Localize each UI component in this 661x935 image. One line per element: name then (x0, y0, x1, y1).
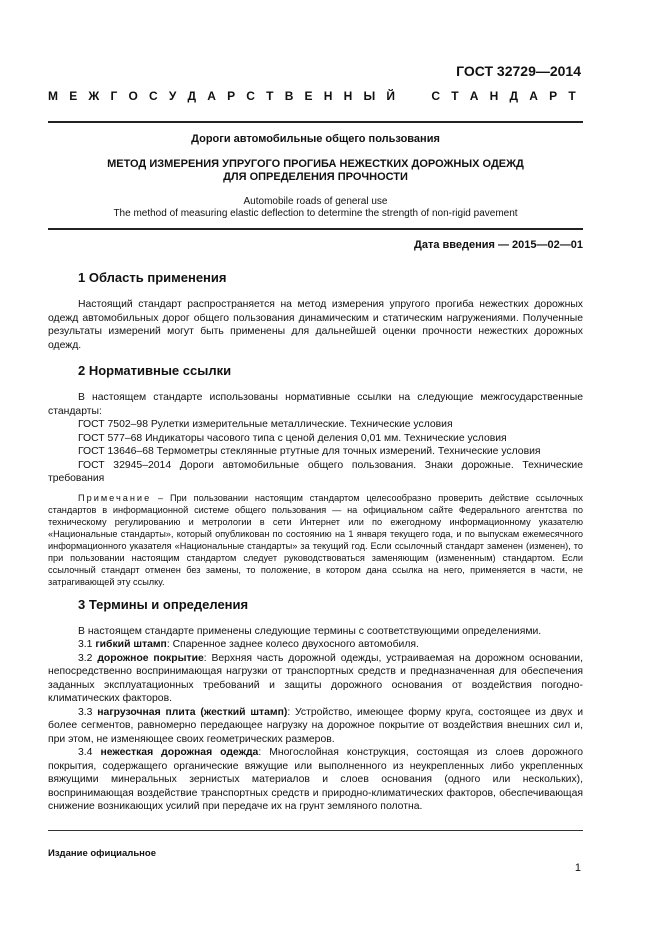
standard-type-letter: С (148, 89, 158, 103)
edition-label: Издание официальное (48, 848, 156, 859)
term-name: дорожное покрытие (97, 652, 204, 664)
standard-type-letter: А (469, 89, 479, 103)
standard-type-letter: Н (323, 89, 333, 103)
standard-type-letter: М (48, 89, 58, 103)
term-definition (48, 652, 583, 706)
term-number: 3.1 (78, 639, 93, 650)
document-title-line-2: ДЛЯ ОПРЕДЕЛЕНИЯ ПРОЧНОСТИ (223, 171, 408, 183)
standard-type-letter: Д (509, 89, 519, 103)
reference-item: ГОСТ 32945–2014 Дороги автомобильные общего пользования. Знаки дорожные. Технические требования (48, 459, 583, 484)
reference-item: ГОСТ 577–68 Индикаторы часового типа с ценой деления 0,01 мм. Технические условия (78, 432, 507, 444)
term-definition (48, 706, 583, 747)
term-text: : Верхняя часть дорожной одежды, устраиваемая на дорожном основании, непосредственно воспринимающая нагрузки от транспортных средств и предназначенная для обеспечения заданных эксплуатационных требований и защиты дорожного основания от воздействия погодно-климатических факторов. (48, 652, 583, 704)
reference-item: ГОСТ 13646–68 Термометры стеклянные ртутные для точных измерений. Технические условия (78, 446, 541, 457)
standard-type-letter: Е (69, 89, 78, 103)
reference-item: ГОСТ 7502–98 Рулетки измерительные металлические. Технические условия (78, 419, 453, 430)
section-3-intro: В настоящем стандарте применены следующие термины с соответствующими определениями. (78, 626, 542, 637)
term-definition (48, 638, 583, 652)
standard-type-letter: Р (227, 89, 236, 103)
standard-type-letter: О (128, 89, 138, 103)
term-number: 3.3 (78, 706, 93, 718)
title-divider (48, 228, 583, 230)
section-2-heading: 2 Нормативные ссылки (78, 363, 232, 378)
standard-type-letter: Е (304, 89, 313, 103)
standard-type-letter: Д (187, 89, 197, 103)
term-text: : Спаренное заднее колесо двухосного автомобиля. (166, 639, 419, 650)
standard-type-letter: С (431, 89, 441, 103)
standard-type-letter: Т (568, 89, 576, 103)
term-name: нагрузочная плита (жесткий штамп) (97, 706, 288, 718)
note-text: – При пользовании настоящим стандартом целесообразно проверить действие ссылочных стандартов в информационной системе общего пользования — на официальном сайте Федерального агентства по техническому регулированию и метрологии в сети Интернет или по ежегодному информационному указателю «Национальные стандарты», который опубликован по состоянию на 1 января текущего года, и по выпускам ежемесячного информационного указателя «Национальные стандарты» за текущий год. Если ссылочный стандарт заменен (изменен), то при пользовании настоящим стандартом следует руководствоваться заменяющим (измененным) стандартом. Если ссылочный стандарт отменен без замены, то положение, в котором дана ссылка на него, применяется в части, не затрагивающей эту ссылку. (48, 493, 583, 587)
standard-type-letter: Т (266, 89, 274, 103)
document-title (48, 158, 583, 184)
section-2-note (48, 492, 583, 588)
standard-type-letter: А (207, 89, 216, 103)
document-title-line-1: МЕТОД ИЗМЕРЕНИЯ УПРУГОГО ПРОГИБА НЕЖЕСТКИХ ДОРОЖНЫХ ОДЕЖД (107, 158, 524, 170)
section-1-text: Настоящий стандарт распространяется на метод измерения упругого прогиба нежестких дорожных одежд автомобильных дорог общего пользования динамическим и статическим нагружениями. Полученные результаты измерений могут быть применены для дальнейшей оценки прочности нежестких дорожных одежд. (48, 299, 583, 351)
standard-type-letter: Й (386, 89, 396, 103)
section-3-heading: 3 Термины и определения (78, 597, 249, 612)
standard-type-letter: А (529, 89, 538, 103)
standard-type-letter: У (168, 89, 177, 103)
document-subject: Дороги автомобильные общего пользования (191, 133, 440, 145)
term-name: нежесткая дорожная одежда (100, 747, 259, 758)
term-text: : Устройство, имеющее форму круга, состоящее из двух и более сегментов, равномерно передающее нагрузку на дорожное покрытие от воздействия внешних сил и, при этом, не изменяющее своих геометрических размеров. (48, 706, 584, 745)
standard-type-letter: Н (489, 89, 499, 103)
header-divider (48, 121, 583, 123)
term-text: : Многослойная конструкция, состоящая из слоев дорожного покрытия, содержащего органические вяжущие или выполненного из неукрепленных либо укрепленных вяжущими минеральных зернистых материалов и слоев основания (одного или нескольких), воспринимающая воздействие транспортных средств и природно-климатических факторов, обеспечивающая снижение возникающих усилий при передаче их на грунт земляного полотна. (48, 747, 584, 812)
section-1-heading: 1 Область применения (78, 270, 227, 285)
word-gap (406, 89, 420, 103)
standard-type-letter: Р (549, 89, 558, 103)
term-name: гибкий штамп (95, 639, 167, 650)
english-title-line-1: Automobile roads of general use (243, 196, 388, 207)
standard-type-letter: С (246, 89, 255, 103)
term-number: 3.2 (78, 652, 93, 664)
reference-list (48, 418, 583, 486)
note-label: Примечание (78, 493, 152, 503)
standard-type-letter: В (284, 89, 294, 103)
standard-type-letter: Н (343, 89, 353, 103)
standard-type-letter: Ы (363, 89, 376, 103)
english-title-line-2: The method of measuring elastic deflection to determine the strength of non-rigid pavement (113, 208, 518, 219)
footer-divider (48, 830, 583, 831)
term-definition (48, 746, 583, 814)
standard-type-line (48, 89, 576, 103)
standard-type-letter: Ж (88, 89, 100, 103)
terms-list (48, 638, 583, 814)
section-2-intro: В настоящем стандарте использованы нормативные ссылки на следующие межгосударственные стандарты: (48, 392, 583, 417)
introduction-date: Дата введения — 2015—02—01 (414, 239, 583, 251)
english-title (48, 196, 583, 220)
document-number: ГОСТ 32729—2014 (456, 63, 581, 79)
standard-type-letter: Г (110, 89, 118, 103)
standard-type-letter: Т (451, 89, 459, 103)
term-number: 3.4 (78, 747, 93, 758)
page-number: 1 (574, 862, 581, 874)
